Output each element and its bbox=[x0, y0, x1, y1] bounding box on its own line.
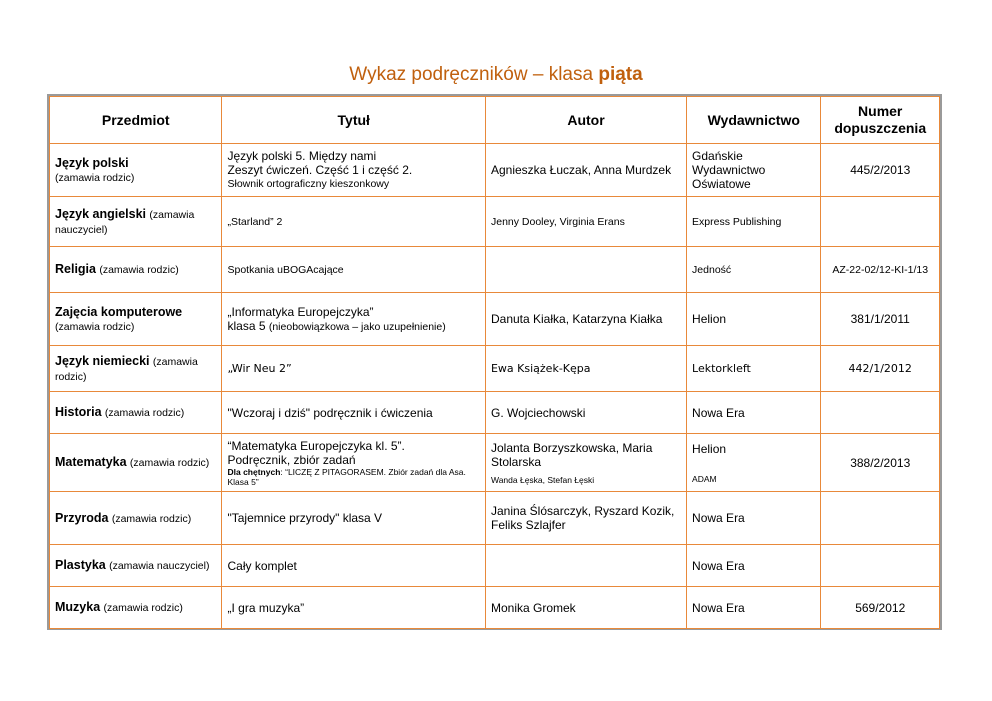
number-cell: 381/1/2011 bbox=[821, 293, 940, 346]
title-bold: piąta bbox=[598, 64, 643, 85]
number-cell bbox=[821, 492, 940, 545]
textbook-table bbox=[49, 96, 940, 629]
number-cell bbox=[821, 545, 940, 587]
header-author: Autor bbox=[485, 97, 686, 144]
number-cell bbox=[821, 197, 940, 247]
author-cell: Jenny Dooley, Virginia Erans bbox=[485, 197, 686, 247]
subject-cell: Język angielski (zamawia nauczyciel) bbox=[50, 197, 222, 247]
publisher-cell: Helion ADAM bbox=[687, 434, 821, 492]
subject-cell: Muzyka (zamawia rodzic) bbox=[50, 587, 222, 629]
author-cell: Janina Ślósarczyk, Ryszard Kozik, Feliks Szlajfer bbox=[485, 492, 686, 545]
table-row bbox=[50, 545, 940, 587]
publisher-cell: Gdańskie Wydawnictwo Oświatowe bbox=[687, 144, 821, 197]
author-cell: Jolanta Borzyszkowska, Maria Stolarska Wanda Łęska, Stefan Łęski bbox=[485, 434, 686, 492]
number-cell: 388/2/2013 bbox=[821, 434, 940, 492]
header-publisher: Wydawnictwo bbox=[687, 97, 821, 144]
title-cell: "Tajemnice przyrody" klasa V bbox=[222, 492, 486, 545]
header-subject: Przedmiot bbox=[50, 97, 222, 144]
publisher-cell: Express Publishing bbox=[687, 197, 821, 247]
title-cell: “Matematyka Europejczyka kl. 5”. Podręcznik, zbiór zadań Dla chętnych: “LICZĘ Z PITAGORASEM. Zbiór zadań dla Asa. Klasa 5” bbox=[222, 434, 486, 492]
number-cell bbox=[821, 392, 940, 434]
table-row bbox=[50, 293, 940, 346]
number-cell: 445/2/2013 bbox=[821, 144, 940, 197]
header-row bbox=[50, 97, 940, 144]
table-row bbox=[50, 392, 940, 434]
subject-cell: Przyroda (zamawia rodzic) bbox=[50, 492, 222, 545]
number-cell: 442/1/2012 bbox=[821, 346, 940, 392]
title-cell: Cały komplet bbox=[222, 545, 486, 587]
title-cell: Spotkania uBOGAcające bbox=[222, 247, 486, 293]
subject-cell: Matematyka (zamawia rodzic) bbox=[50, 434, 222, 492]
title-cell: „Starland” 2 bbox=[222, 197, 486, 247]
publisher-cell: Lektorkleft bbox=[687, 346, 821, 392]
document-title bbox=[0, 64, 992, 86]
header-number: Numer dopuszczenia bbox=[821, 97, 940, 144]
publisher-cell: Jedność bbox=[687, 247, 821, 293]
title-cell: Język polski 5. Między nami Zeszyt ćwiczeń. Część 1 i część 2. Słownik ortograficzny kieszonkowy bbox=[222, 144, 486, 197]
author-cell: G. Wojciechowski bbox=[485, 392, 686, 434]
number-cell: AZ-22-02/12-KI-1/13 bbox=[821, 247, 940, 293]
title-cell: „I gra muzyka” bbox=[222, 587, 486, 629]
number-cell: 569/2012 bbox=[821, 587, 940, 629]
publisher-cell: Helion bbox=[687, 293, 821, 346]
title-cell: „Informatyka Europejczyka” klasa 5 (nieobowiązkowa – jako uzupełnienie) bbox=[222, 293, 486, 346]
publisher-cell: Nowa Era bbox=[687, 587, 821, 629]
table-row bbox=[50, 197, 940, 247]
title-cell: "Wczoraj i dziś" podręcznik i ćwiczenia bbox=[222, 392, 486, 434]
table-row bbox=[50, 144, 940, 197]
subject-cell: Język polski (zamawia rodzic) bbox=[50, 144, 222, 197]
table-row bbox=[50, 434, 940, 492]
publisher-cell: Nowa Era bbox=[687, 392, 821, 434]
author-cell: Ewa Książek-Kępa bbox=[485, 346, 686, 392]
author-cell: Agnieszka Łuczak, Anna Murdzek bbox=[485, 144, 686, 197]
table-row bbox=[50, 247, 940, 293]
publisher-cell: Nowa Era bbox=[687, 492, 821, 545]
subject-cell: Historia (zamawia rodzic) bbox=[50, 392, 222, 434]
subject-cell: Język niemiecki (zamawia rodzic) bbox=[50, 346, 222, 392]
author-cell bbox=[485, 545, 686, 587]
subject-cell: Plastyka (zamawia nauczyciel) bbox=[50, 545, 222, 587]
title-cell: „Wir Neu 2” bbox=[222, 346, 486, 392]
extra-note: Dla chętnych: “LICZĘ Z PITAGORASEM. Zbiór zadań dla Asa. Klasa 5” bbox=[227, 466, 466, 487]
table-row bbox=[50, 492, 940, 545]
subject-cell: Religia (zamawia rodzic) bbox=[50, 247, 222, 293]
author-cell: Danuta Kiałka, Katarzyna Kiałka bbox=[485, 293, 686, 346]
subject-cell: Zajęcia komputerowe (zamawia rodzic) bbox=[50, 293, 222, 346]
table-row bbox=[50, 346, 940, 392]
header-title: Tytuł bbox=[222, 97, 486, 144]
author-cell bbox=[485, 247, 686, 293]
title-prefix: Wykaz podręczników – klasa bbox=[349, 64, 599, 85]
publisher-cell: Nowa Era bbox=[687, 545, 821, 587]
author-cell: Monika Gromek bbox=[485, 587, 686, 629]
table-row bbox=[50, 587, 940, 629]
